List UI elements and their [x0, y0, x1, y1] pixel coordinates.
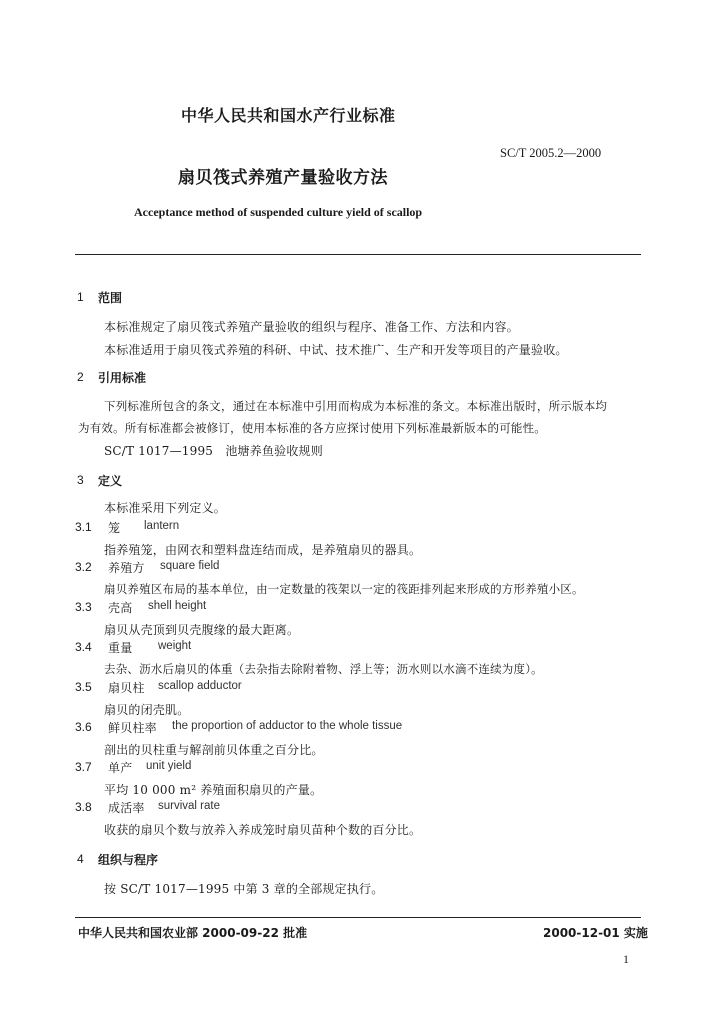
section-2-reference: SC/T 1017—1995 池塘养鱼验收规则	[104, 444, 323, 458]
section-4-number: 4	[77, 852, 84, 866]
definition-term-cn: 单产	[108, 761, 133, 775]
definition-term-cn: 扇贝柱	[108, 681, 145, 695]
definition-term-cn: 成活率	[108, 801, 145, 815]
definition-number: 3.2	[75, 560, 92, 574]
definition-term-en: square field	[160, 560, 220, 572]
section-2-number: 2	[77, 370, 84, 384]
definition-text: 平均 10 000 m² 养殖面积扇贝的产量。	[104, 783, 323, 797]
page-number: 1	[623, 952, 629, 966]
approval-note: 中华人民共和国农业部 2000-09-22 批准	[78, 926, 308, 940]
section-2-paragraph-line-1: 下列标准所包含的条文，通过在本标准中引用而构成为本标准的条文。本标准出版时，所示版本均	[104, 399, 608, 413]
section-1-paragraph-1: 本标准规定了扇贝筏式养殖产量验收的组织与程序、准备工作、方法和内容。	[104, 320, 519, 334]
definition-term-en: unit yield	[146, 760, 192, 772]
definition-term-en: survival rate	[158, 800, 220, 812]
definition-number: 3.3	[75, 600, 92, 614]
definition-term-en: shell height	[148, 600, 207, 612]
implementation-date: 2000-12-01 实施	[543, 926, 648, 940]
section-3-number: 3	[77, 473, 84, 487]
section-2-paragraph-line-2: 为有效。所有标准都会被修订，使用本标准的各方应探讨使用下列标准最新版本的可能性。	[78, 421, 546, 435]
definition-number: 3.6	[75, 720, 92, 734]
definition-term-cn: 鲜贝柱率	[108, 721, 157, 735]
definition-term-cn: 重量	[108, 641, 133, 655]
section-1-number: 1	[77, 290, 84, 304]
section-2-title: 引用标准	[98, 371, 147, 385]
section-3-title: 定义	[98, 474, 123, 488]
section-3-intro: 本标准采用下列定义。	[104, 501, 227, 515]
definition-text: 收获的扇贝个数与放养入养成笼时扇贝苗种个数的百分比。	[104, 823, 422, 837]
definition-term-en: the proportion of adductor to the whole tissue	[172, 720, 403, 732]
section-1-paragraph-2: 本标准适用于扇贝筏式养殖的科研、中试、技术推广、生产和开发等项目的产量验收。	[104, 343, 568, 357]
definition-term-cn: 养殖方	[108, 561, 145, 575]
definition-number: 3.8	[75, 800, 92, 814]
doc-title-en: Acceptance method of suspended culture yield of scallop	[134, 205, 423, 219]
definition-text: 剖出的贝柱重与解剖前贝体重之百分比。	[104, 743, 324, 757]
section-4-paragraph: 按 SC/T 1017—1995 中第 3 章的全部规定执行。	[104, 882, 384, 896]
definition-term-en: scallop adductor	[158, 680, 242, 692]
definition-term-cn: 壳高	[108, 601, 133, 615]
definition-text: 指养殖笼，由网衣和塑料盘连结而成，是养殖扇贝的器具。	[104, 543, 422, 557]
definition-number: 3.4	[75, 640, 92, 654]
footer-rule	[75, 917, 641, 918]
definition-number: 3.5	[75, 680, 92, 694]
definition-number: 3.1	[75, 520, 92, 534]
definition-text: 去杂、沥水后扇贝的体重（去杂指去除附着物、浮上等；沥水则以水滴不连续为度）。	[104, 662, 543, 676]
section-4-title: 组织与程序	[98, 853, 159, 867]
definition-term-en: weight	[158, 640, 192, 652]
header-rule	[75, 254, 641, 255]
section-1-title: 范围	[98, 291, 123, 305]
standard-code: SC/T 2005.2—2000	[500, 146, 602, 160]
definition-text: 扇贝养殖区布局的基本单位，由一定数量的筏架以一定的筏距排列起来形成的方形养殖小区。	[104, 582, 584, 596]
definition-term-cn: 笼	[108, 521, 121, 535]
org-title: 中华人民共和国水产行业标准	[181, 106, 396, 125]
definition-number: 3.7	[75, 760, 92, 774]
definition-text: 扇贝的闭壳肌。	[104, 703, 190, 717]
definition-text: 扇贝从壳顶到贝壳腹缘的最大距离。	[104, 623, 300, 637]
definition-term-en: lantern	[144, 520, 180, 532]
doc-title-cn: 扇贝筏式养殖产量验收方法	[178, 168, 388, 188]
